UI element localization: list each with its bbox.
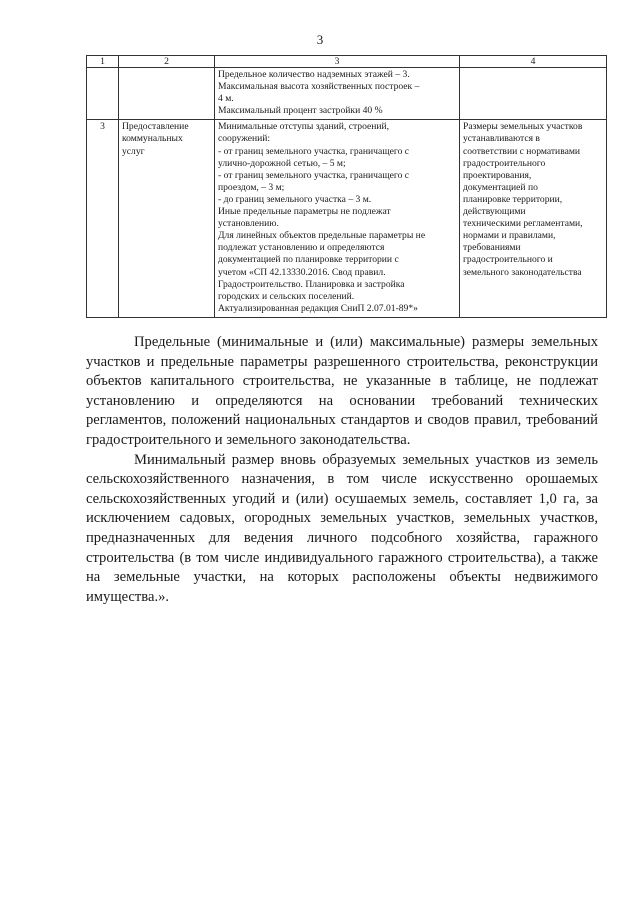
paragraph: Предельные (минимальные и (или) максимальные) размеры земельных участков и предельные параметры разрешенного строительства, реконструкции объектов капитального строительства, не указанные в таблице, не подлежат установлению и определяются на основании требований технических регламентов, положений национальных стандартов и сводов правил, требований градостроительного и земельного законодательства. [86, 334, 598, 448]
cell-line: услуг [122, 145, 145, 157]
column-header: 4 [460, 56, 607, 68]
cell-line: Размеры земельных участков [463, 121, 583, 133]
table-header-row [87, 56, 607, 68]
parameters-cell [215, 120, 460, 318]
cell-line: Максимальная высота хозяйственных построек – [218, 81, 420, 93]
cell-line: Предельное количество надземных этажей – 3. [218, 69, 410, 80]
cell-line: Для линейных объектов предельные параметры не [218, 230, 426, 242]
cell-line: городских и сельских поселений. [218, 290, 355, 302]
cell-line: градостроительного и [463, 254, 553, 266]
cell-line: планировке территории, [463, 193, 563, 205]
cell-line: техническими регламентами, [463, 218, 583, 230]
cell-line: установлению. [218, 218, 279, 230]
row-number-cell [87, 68, 119, 120]
cell-line: - до границ земельного участка – 3 м. [218, 193, 372, 205]
use-type-cell [119, 68, 215, 120]
cell-line: градостроительного [463, 157, 546, 169]
paragraph: Минимальный размер вновь образуемых земельных участков из земель сельскохозяйственного назначения, в том числе искусственно орошаемых сельскохозяйственных угодий и (или) осушаемых земель, составляет 1,0 га, за исключением садовых, огородных земельных участков, земельных участков, предназначенных для ведения личного подсобного хозяйства, гаражного строительства (в том числе индивидуального гаражного строительства), а также на земельные участки, на которых расположены объекты недвижимого имущества.». [86, 451, 598, 605]
cell-line: 4 м. [218, 93, 234, 105]
cell-line: учетом «СП 42.13330.2016. Свод правил. [218, 266, 386, 278]
cell-line: земельного законодательства [463, 266, 582, 278]
cell-line: соответствии с нормативами [463, 145, 581, 157]
cell-line: сооружений: [218, 133, 271, 145]
row-number-cell: 3 [87, 120, 119, 318]
cell-line: подлежат установлению и определяются [218, 242, 385, 254]
cell-line: Максимальный процент застройки 40 % [218, 105, 383, 117]
table-row [87, 120, 607, 318]
cell-line: требованиями [463, 242, 521, 254]
plot-size-cell [460, 120, 607, 318]
cell-line: действующими [463, 206, 526, 218]
column-header: 1 [87, 56, 119, 68]
cell-line: документацией по планировке территории с [218, 254, 399, 266]
use-type-cell [119, 120, 215, 318]
cell-line: проездом, – 3 м; [218, 181, 285, 193]
plot-size-cell [460, 68, 607, 120]
cell-line: Градостроительство. Планировка и застройка [218, 278, 405, 290]
parameters-cell [215, 68, 460, 120]
column-header: 2 [119, 56, 215, 68]
cell-line: Иные предельные параметры не подлежат [218, 206, 391, 218]
table-row [87, 68, 607, 120]
cell-line: нормами и правилами, [463, 230, 556, 242]
cell-line: улично-дорожной сетью, – 5 м; [218, 157, 346, 169]
cell-line: проектирования, [463, 169, 532, 181]
cell-line: Предоставление [122, 121, 189, 133]
column-header: 3 [215, 56, 460, 68]
cell-line: - от границ земельного участка, граничащего с [218, 145, 410, 157]
cell-line: устанавливаются в [463, 133, 540, 145]
cell-line: документацией по [463, 181, 538, 193]
regulations-table [86, 55, 607, 318]
page-number: 3 [316, 32, 324, 47]
cell-line: коммунальных [122, 133, 183, 145]
body-text [86, 333, 598, 607]
cell-line: Актуализированная редакция СниП 2.07.01-89*» [218, 302, 418, 314]
cell-line: - от границ земельного участка, граничащего с [218, 169, 410, 181]
cell-line: Минимальные отступы зданий, строений, [218, 121, 390, 133]
